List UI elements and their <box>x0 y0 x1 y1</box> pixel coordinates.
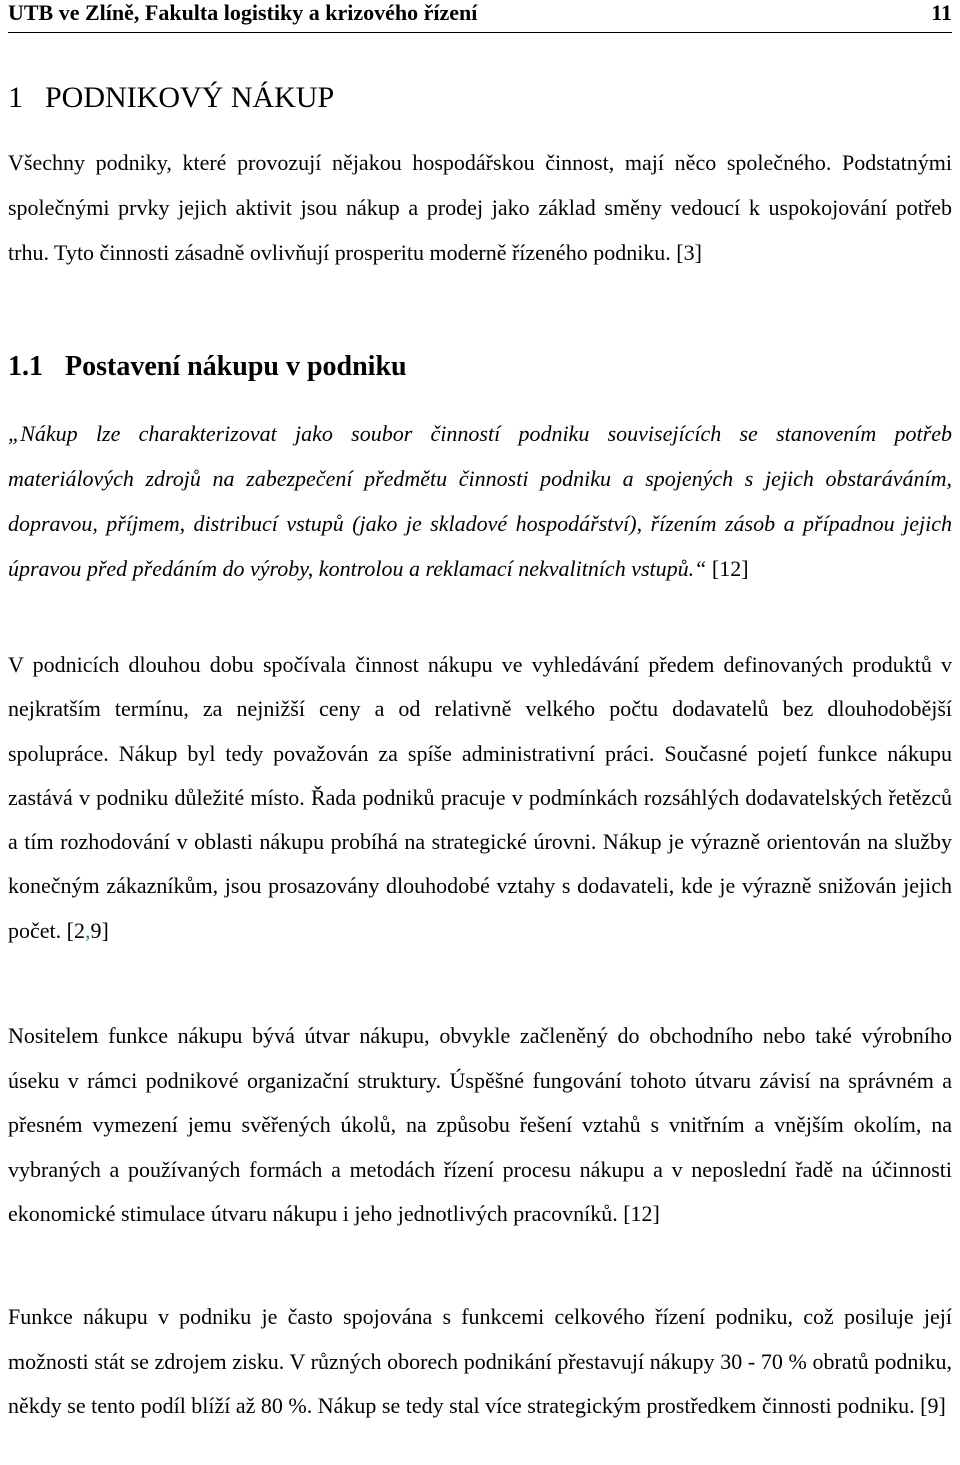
chapter-title: PODNIKOVÝ NÁKUP <box>45 81 335 114</box>
section-title: Postavení nákupu v podniku <box>65 351 407 382</box>
citation-comma: , <box>84 917 91 943</box>
section-heading <box>8 350 407 384</box>
header-title: UTB ve Zlíně, Fakulta logistiky a krizového řízení <box>8 0 478 25</box>
section-number: 1.1 <box>8 351 43 382</box>
purchasing-function-paragraph: Funkce nákupu v podniku je často spojována s funkcemi celkového řízení podniku, což posiluje její možnosti stát se zdrojem zisku. V různých oborech podnikání přestavují nákupy 30 - 70 % obratů podniku, někdy se tento podíl blíží až 80 %. Nákup se tedy stal více strategickým prostředkem činnosti podniku. [9] <box>8 1304 952 1418</box>
citation-open: [2 <box>61 917 85 943</box>
intro-paragraph: Všechny podniky, které provozují nějakou hospodářskou činnost, mají něco společného. Podstatnými společnými prvky jejich aktivit jsou nákup a prodej jako základ směny vedoucí k uspokojování potřeb trhu. Tyto činnosti zásadně ovlivňují prosperitu moderně řízeného podniku. [3] <box>8 150 952 265</box>
paragraph-text: V podnicích dlouhou dobu spočívala činnost nákupu ve vyhledávání předem definovaných produktů v nejkratším termínu, za nejnižší ceny a od relativně velkého počtu dodavatelů bez dlouhodobější spolupráce. Nákup byl tedy považován za spíše administrativní práci. Současné pojetí funkce nákupu zastává v podniku důležité místo. Řada podniků pracuje v podmínkách rozsáhlých dodavatelských řetězců a tím rozhodování v oblasti nákupu probíhá na strategické úrovni. Nákup je výrazně orientován na služby konečným zákazníkům, jsou prosazovány dlouhodobé vztahy s dodavateli, kde je výrazně snižován jejich počet. <box>8 652 952 943</box>
quote-paragraph <box>8 411 952 591</box>
purchasing-department-paragraph: Nositelem funkce nákupu bývá útvar nákupu, obvykle začleněný do obchodního nebo také výrobního úseku v rámci podnikové organizační struktury. Úspěšné fungování tohoto útvaru závisí na správném a přesném vymezení jemu svěřených úkolů, na způsobu řešení vztahů s vnitřním a vnějším okolím, na vybraných a používaných formách a metodách řízení procesu nákupu a v neposlední řadě na účinnosti ekonomické stimulace útvaru nákupu i jeho jednotlivých pracovníků. [12] <box>8 1023 952 1226</box>
chapter-heading <box>8 80 334 116</box>
quote-citation: [12] <box>706 556 749 581</box>
page-number: 11 <box>931 0 952 25</box>
page-header <box>8 0 952 33</box>
purchasing-history-paragraph <box>8 643 952 953</box>
chapter-number: 1 <box>8 81 23 114</box>
citation-close: 9] <box>90 917 109 943</box>
quote-text: „Nákup lze charakterizovat jako soubor činností podniku souvisejících se stanovením potřeb materiálových zdrojů na zabezpečení předmětu činnosti podniku a spojených s jejich obstaráváním, dopravou, příjmem, distribucí vstupů (jako je skladové hospodářství), řízením zásob a případnou jejich úpravou před předáním do výroby, kontrolou a reklamací nekvalitních vstupů.“ <box>8 421 952 581</box>
